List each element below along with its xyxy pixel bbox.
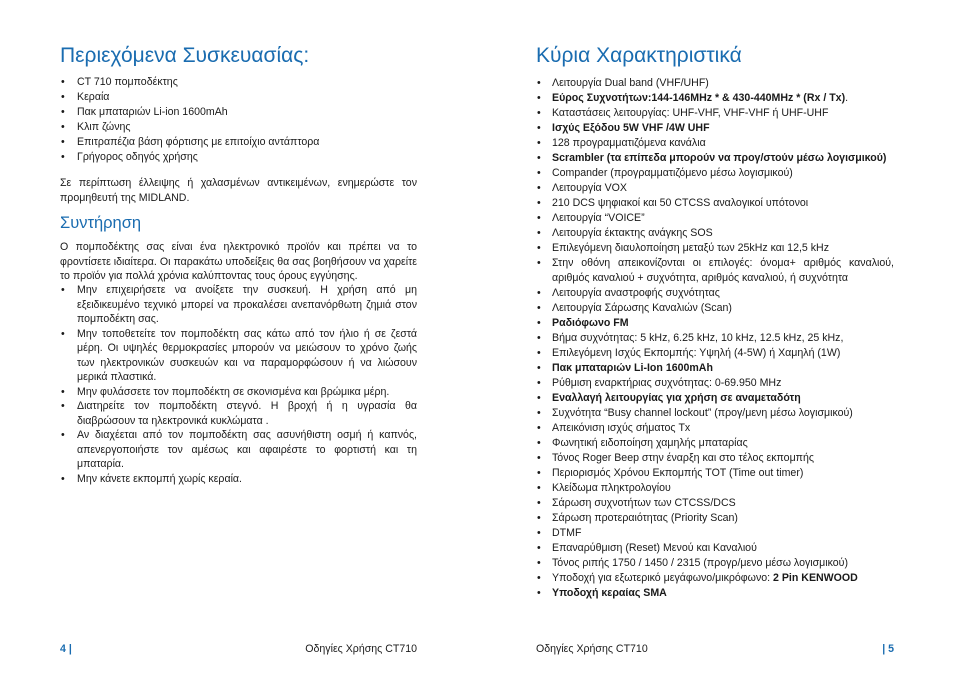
feature-text: Λειτουργία έκτακτης ανάγκης SOS <box>552 227 713 239</box>
feature-text: Πακ μπαταριών Li-Ion 1600mAh <box>552 362 713 374</box>
list-item: • Μην τοποθετείτε τον πομποδέκτη σας κάτω από τον ήλιο ή σε ζεστά μέρη. Οι υψηλές θερμοκρασίες μπορούν να μειώσουν το χρόνο ζωής των ηλεκτρονικών συσκευών και να παραμορφώσουν ή να λιώσουν μερικά πλαστικά. <box>60 327 417 385</box>
feature-item <box>536 541 894 556</box>
feature-text: Επαναρύθμιση (Reset) Μενού και Καναλιού <box>552 542 757 554</box>
list-item: • Πακ μπαταριών Li-ion 1600mAh <box>60 105 417 120</box>
feature-item <box>536 436 894 451</box>
feature-item <box>536 331 894 346</box>
feature-text: Εναλλαγή λειτουργίας για χρήση σε αναμεταδότη <box>552 392 801 404</box>
features-list <box>536 76 894 601</box>
feature-text: Λειτουργία Dual band (VHF/UHF) <box>552 77 709 89</box>
feature-item <box>536 556 894 571</box>
feature-item <box>536 346 894 361</box>
feature-text: Επιλεγόμενη διαυλοποίηση μεταξύ των 25kHz και 12,5 kHz <box>552 242 829 254</box>
feature-suffix: . <box>845 92 849 104</box>
right-page <box>536 0 894 676</box>
feature-item <box>536 406 894 421</box>
feature-item <box>536 421 894 436</box>
page-number-right: | 5 <box>882 643 894 655</box>
feature-item <box>536 196 894 211</box>
feature-item <box>536 451 894 466</box>
page-number-left: 4 | <box>60 643 72 655</box>
feature-text: Scrambler (τα επίπεδα μπορούν να προγ/στούν μέσω λογισμικού) <box>552 152 887 164</box>
list-item: • Αν διαχέεται από τον πομποδέκτη σας ασυνήθιστη οσμή ή καπνός, απενεργοποιήστε τον αμέσως και αφαιρέστε το φορτιστή και τη μπαταρία. <box>60 428 417 472</box>
feature-item <box>536 466 894 481</box>
feature-item <box>536 106 894 121</box>
feature-text: Τόνος Roger Beep στην έναρξη και στο τέλος εκπομπής <box>552 452 814 464</box>
feature-text: 210 DCS ψηφιακοί και 50 CTCSS αναλογικοί υπότονοι <box>552 197 809 209</box>
feature-text: Φωνητική ειδοποίηση χαμηλής μπαταρίας <box>552 437 748 449</box>
feature-item <box>536 481 894 496</box>
feature-text: Υποδοχή κεραίας SMA <box>552 587 667 599</box>
package-contents-list <box>60 75 417 165</box>
feature-text: Compander (προγραμματιζόμενο μέσω λογισμικού) <box>552 167 793 179</box>
left-page <box>60 0 417 676</box>
list-item: • Μην επιχειρήσετε να ανοίξετε την συσκευή. Η χρήση από μη εξειδικευμένο τεχνικό μπορεί να προκαλέσει ανεπανόρθωτη ζημιά στον πομποδέκτη σας. <box>60 283 417 327</box>
feature-text: Λειτουργία “VOICE” <box>552 212 645 224</box>
feature-item <box>536 301 894 316</box>
feature-item <box>536 511 894 526</box>
feature-item <box>536 316 894 331</box>
feature-item <box>536 91 894 106</box>
feature-text: Λειτουργία Σάρωσης Καναλιών (Scan) <box>552 302 732 314</box>
list-item: • Επιτραπέζια βάση φόρτισης με επιτοίχιο αντάπτορα <box>60 135 417 150</box>
feature-item <box>536 76 894 91</box>
feature-text: Βήμα συχνότητας: 5 kHz, 6.25 kHz, 10 kHz, 12.5 kHz, 25 kHz, <box>552 332 844 344</box>
feature-item <box>536 181 894 196</box>
feature-item <box>536 121 894 136</box>
feature-text: Συχνότητα “Busy channel lockout” (προγ/μενη μέσω λογισμικού) <box>552 407 853 419</box>
feature-item <box>536 526 894 541</box>
feature-text: 128 προγραμματιζόμενα κανάλια <box>552 137 706 149</box>
package-contents-title: Περιεχόμενα Συσκευασίας: <box>60 44 310 67</box>
maintenance-title: Συντήρηση <box>60 214 142 232</box>
main-features-title: Κύρια Χαρακτηριστικά <box>536 44 742 67</box>
feature-item <box>536 256 894 286</box>
feature-text: Περιορισμός Χρόνου Εκπομπής TOT (Time out timer) <box>552 467 804 479</box>
feature-text: Ρύθμιση εναρκτήριας συχνότητας: 0-69.950 MHz <box>552 377 782 389</box>
feature-item <box>536 151 894 166</box>
feature-text: Ραδιόφωνο FM <box>552 317 629 329</box>
feature-text: Επιλεγόμενη Ισχύς Εκπομπής: Υψηλή (4-5W) ή Χαμηλή (1W) <box>552 347 841 359</box>
feature-text: Στην οθόνη απεικονίζονται οι επιλογές: όνομα+ αριθμός καναλιού, αριθμός καναλιού + συχνότητα, αριθμός καναλιού, ή συχνότητα <box>552 257 894 284</box>
maintenance-intro: Ο πομποδέκτης σας είναι ένα ηλεκτρονικό προϊόν και πρέπει να το φροντίσετε ιδιαίτερα. Οι παρακάτω υποδείξεις θα σας βοηθήσουν να χαρείτε το προϊόν για πολλά χρόνια καλύπτοντας τους όρους εγγύησης. <box>60 241 417 282</box>
feature-text: Ισχύς Εξόδου 5W VHF /4W UHF <box>552 122 710 134</box>
feature-text: Κλείδωμα πληκτρολογίου <box>552 482 671 494</box>
list-item: • Διατηρείτε τον πομποδέκτη στεγνό. Η βροχή ή η υγρασία θα διαβρώσουν τα ηλεκτρονικά κυκλώματα . <box>60 399 417 428</box>
list-item: • Γρήγορος οδηγός χρήσης <box>60 150 417 165</box>
feature-bold-suffix: 2 Pin KENWOOD <box>773 572 858 584</box>
feature-item <box>536 166 894 181</box>
footer-title-left: Οδηγίες Χρήσης CT710 <box>305 643 417 655</box>
list-item: • Μην φυλάσσετε τον πομποδέκτη σε σκονισμένα και βρώμικα μέρη. <box>60 385 417 400</box>
feature-text: Σάρωση προτεραιότητας (Priority Scan) <box>552 512 738 524</box>
feature-item <box>536 286 894 301</box>
feature-text: DTMF <box>552 527 582 539</box>
feature-item <box>536 586 894 601</box>
feature-item <box>536 226 894 241</box>
list-item: • Κεραία <box>60 90 417 105</box>
feature-item <box>536 496 894 511</box>
feature-item <box>536 241 894 256</box>
feature-item <box>536 361 894 376</box>
feature-item <box>536 391 894 406</box>
feature-text: Εύρος Συχνοτήτων:144-146MHz * & 430-440MHz * (Rx / Tx) <box>552 92 846 104</box>
list-item: • CT 710 πομποδέκτης <box>60 75 417 90</box>
feature-text: Υποδοχή για εξωτερικό μεγάφωνο/μικρόφωνο: <box>552 572 774 584</box>
feature-text: Τόνος ριπής 1750 / 1450 / 2315 (προγρ/μενο μέσω λογισμικού) <box>552 557 848 569</box>
maintenance-list <box>60 283 417 486</box>
feature-text: Απεικόνιση ισχύς σήματος Tx <box>552 422 691 434</box>
feature-text: Καταστάσεις λειτουργίας: UHF-VHF, VHF-VHF ή UHF-UHF <box>552 107 829 119</box>
feature-item <box>536 136 894 151</box>
footer-title-right: Οδηγίες Χρήσης CT710 <box>536 643 648 655</box>
feature-item <box>536 571 894 586</box>
list-item: • Κλιπ ζώνης <box>60 120 417 135</box>
feature-item <box>536 376 894 391</box>
feature-item <box>536 211 894 226</box>
feature-text: Λειτουργία VOX <box>552 182 627 194</box>
feature-text: Λειτουργία αναστροφής συχνότητας <box>552 287 720 299</box>
list-item: • Μην κάνετε εκπομπή χωρίς κεραία. <box>60 472 417 487</box>
missing-items-notice: Σε περίπτωση έλλειψης ή χαλασμένων αντικειμένων, ενημερώστε τον προμηθευτή της MIDLAND. <box>60 177 417 204</box>
feature-text: Σάρωση συχνοτήτων των CTCSS/DCS <box>552 497 736 509</box>
